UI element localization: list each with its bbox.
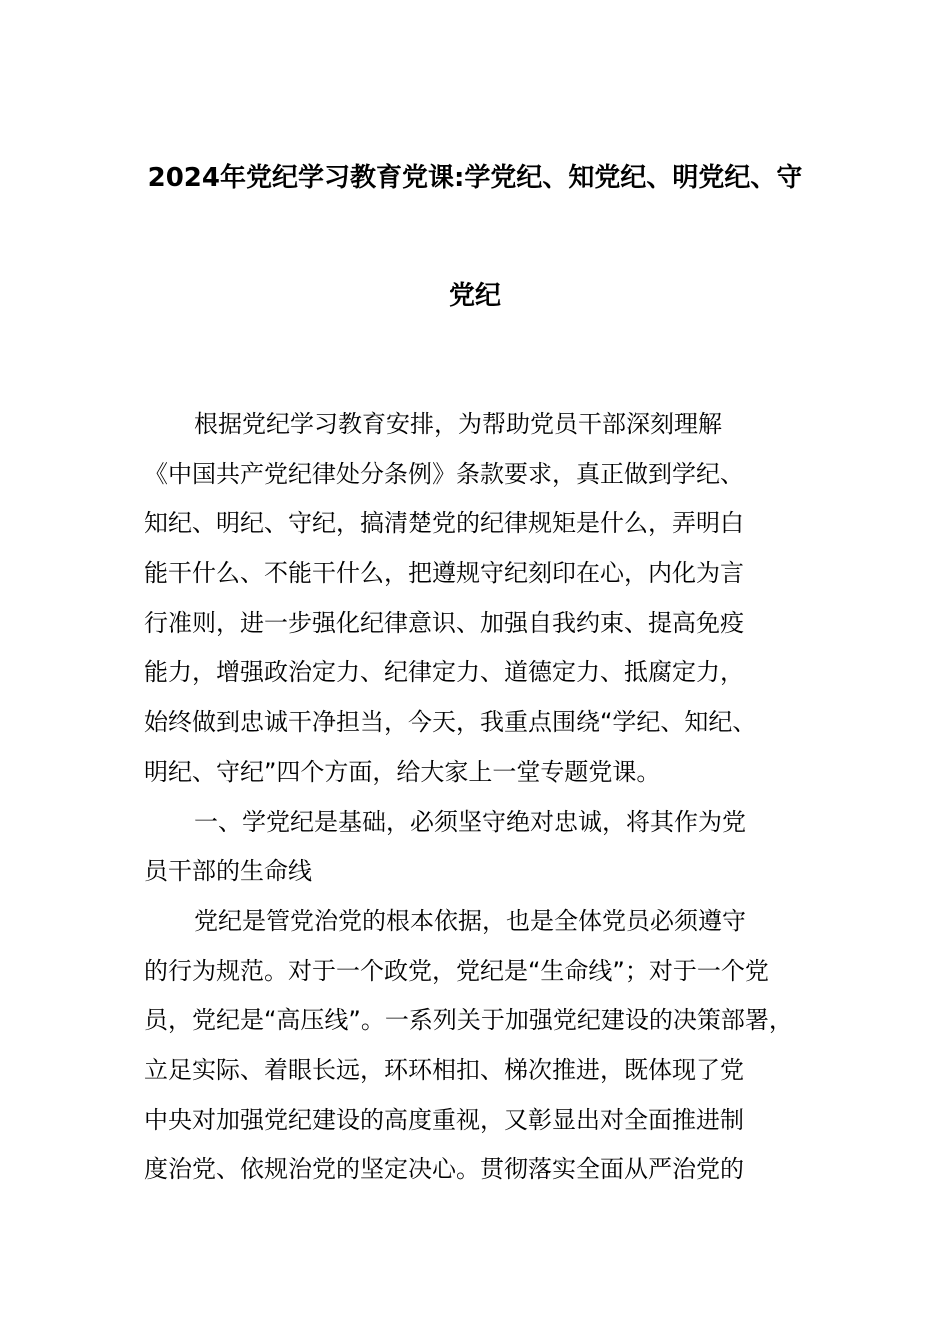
document-title-line-2: 党纪	[448, 281, 501, 311]
document-title-line-1: 2024年党纪学习教育党课:学党纪、知党纪、明党纪、守	[147, 163, 803, 193]
body-line: 中央对加强党纪建设的高度重视，又彰显出对全面推进制	[144, 1105, 744, 1134]
body-line: 的行为规范。对于一个政党，党纪是“生命线”；对于一个党	[144, 956, 769, 985]
body-line: 根据党纪学习教育安排，为帮助党员干部深刻理解	[194, 410, 722, 438]
body-line: 行准则，进一步强化纪律意识、加强自我约束、提高免疫	[144, 608, 744, 637]
body-line: 度治党、依规治党的坚定决心。贯彻落实全面从严治党的	[144, 1155, 744, 1184]
body-line: 始终做到忠诚干净担当，今天，我重点围绕“学纪、知纪、	[144, 708, 757, 737]
body-line: 党纪是管党治党的根本依据，也是全体党员必须遵守	[194, 906, 746, 935]
body-line: 立足实际、着眼长远，环环相扣、梯次推进，既体现了党	[144, 1055, 744, 1084]
body-line: 能干什么、不能干什么，把遵规守纪刻印在心，内化为言	[144, 559, 744, 588]
section-heading-line: 员干部的生命线	[144, 857, 312, 886]
body-line: 知纪、明纪、守纪，搞清楚党的纪律规矩是什么，弄明白	[144, 509, 744, 538]
body-line: 《中国共产党纪律处分条例》条款要求，真正做到学纪、	[144, 459, 744, 488]
document-body	[144, 400, 834, 1195]
body-line: 明纪、守纪”四个方面，给大家上一堂专题党课。	[144, 757, 661, 786]
body-line: 能力，增强政治定力、纪律定力、道德定力、抵腐定力，	[144, 658, 744, 687]
body-line: 员，党纪是“高压线”。一系列关于加强党纪建设的决策部署，	[144, 1006, 793, 1035]
section-heading-line: 一、学党纪是基础，必须坚守绝对忠诚，将其作为党	[194, 807, 746, 836]
